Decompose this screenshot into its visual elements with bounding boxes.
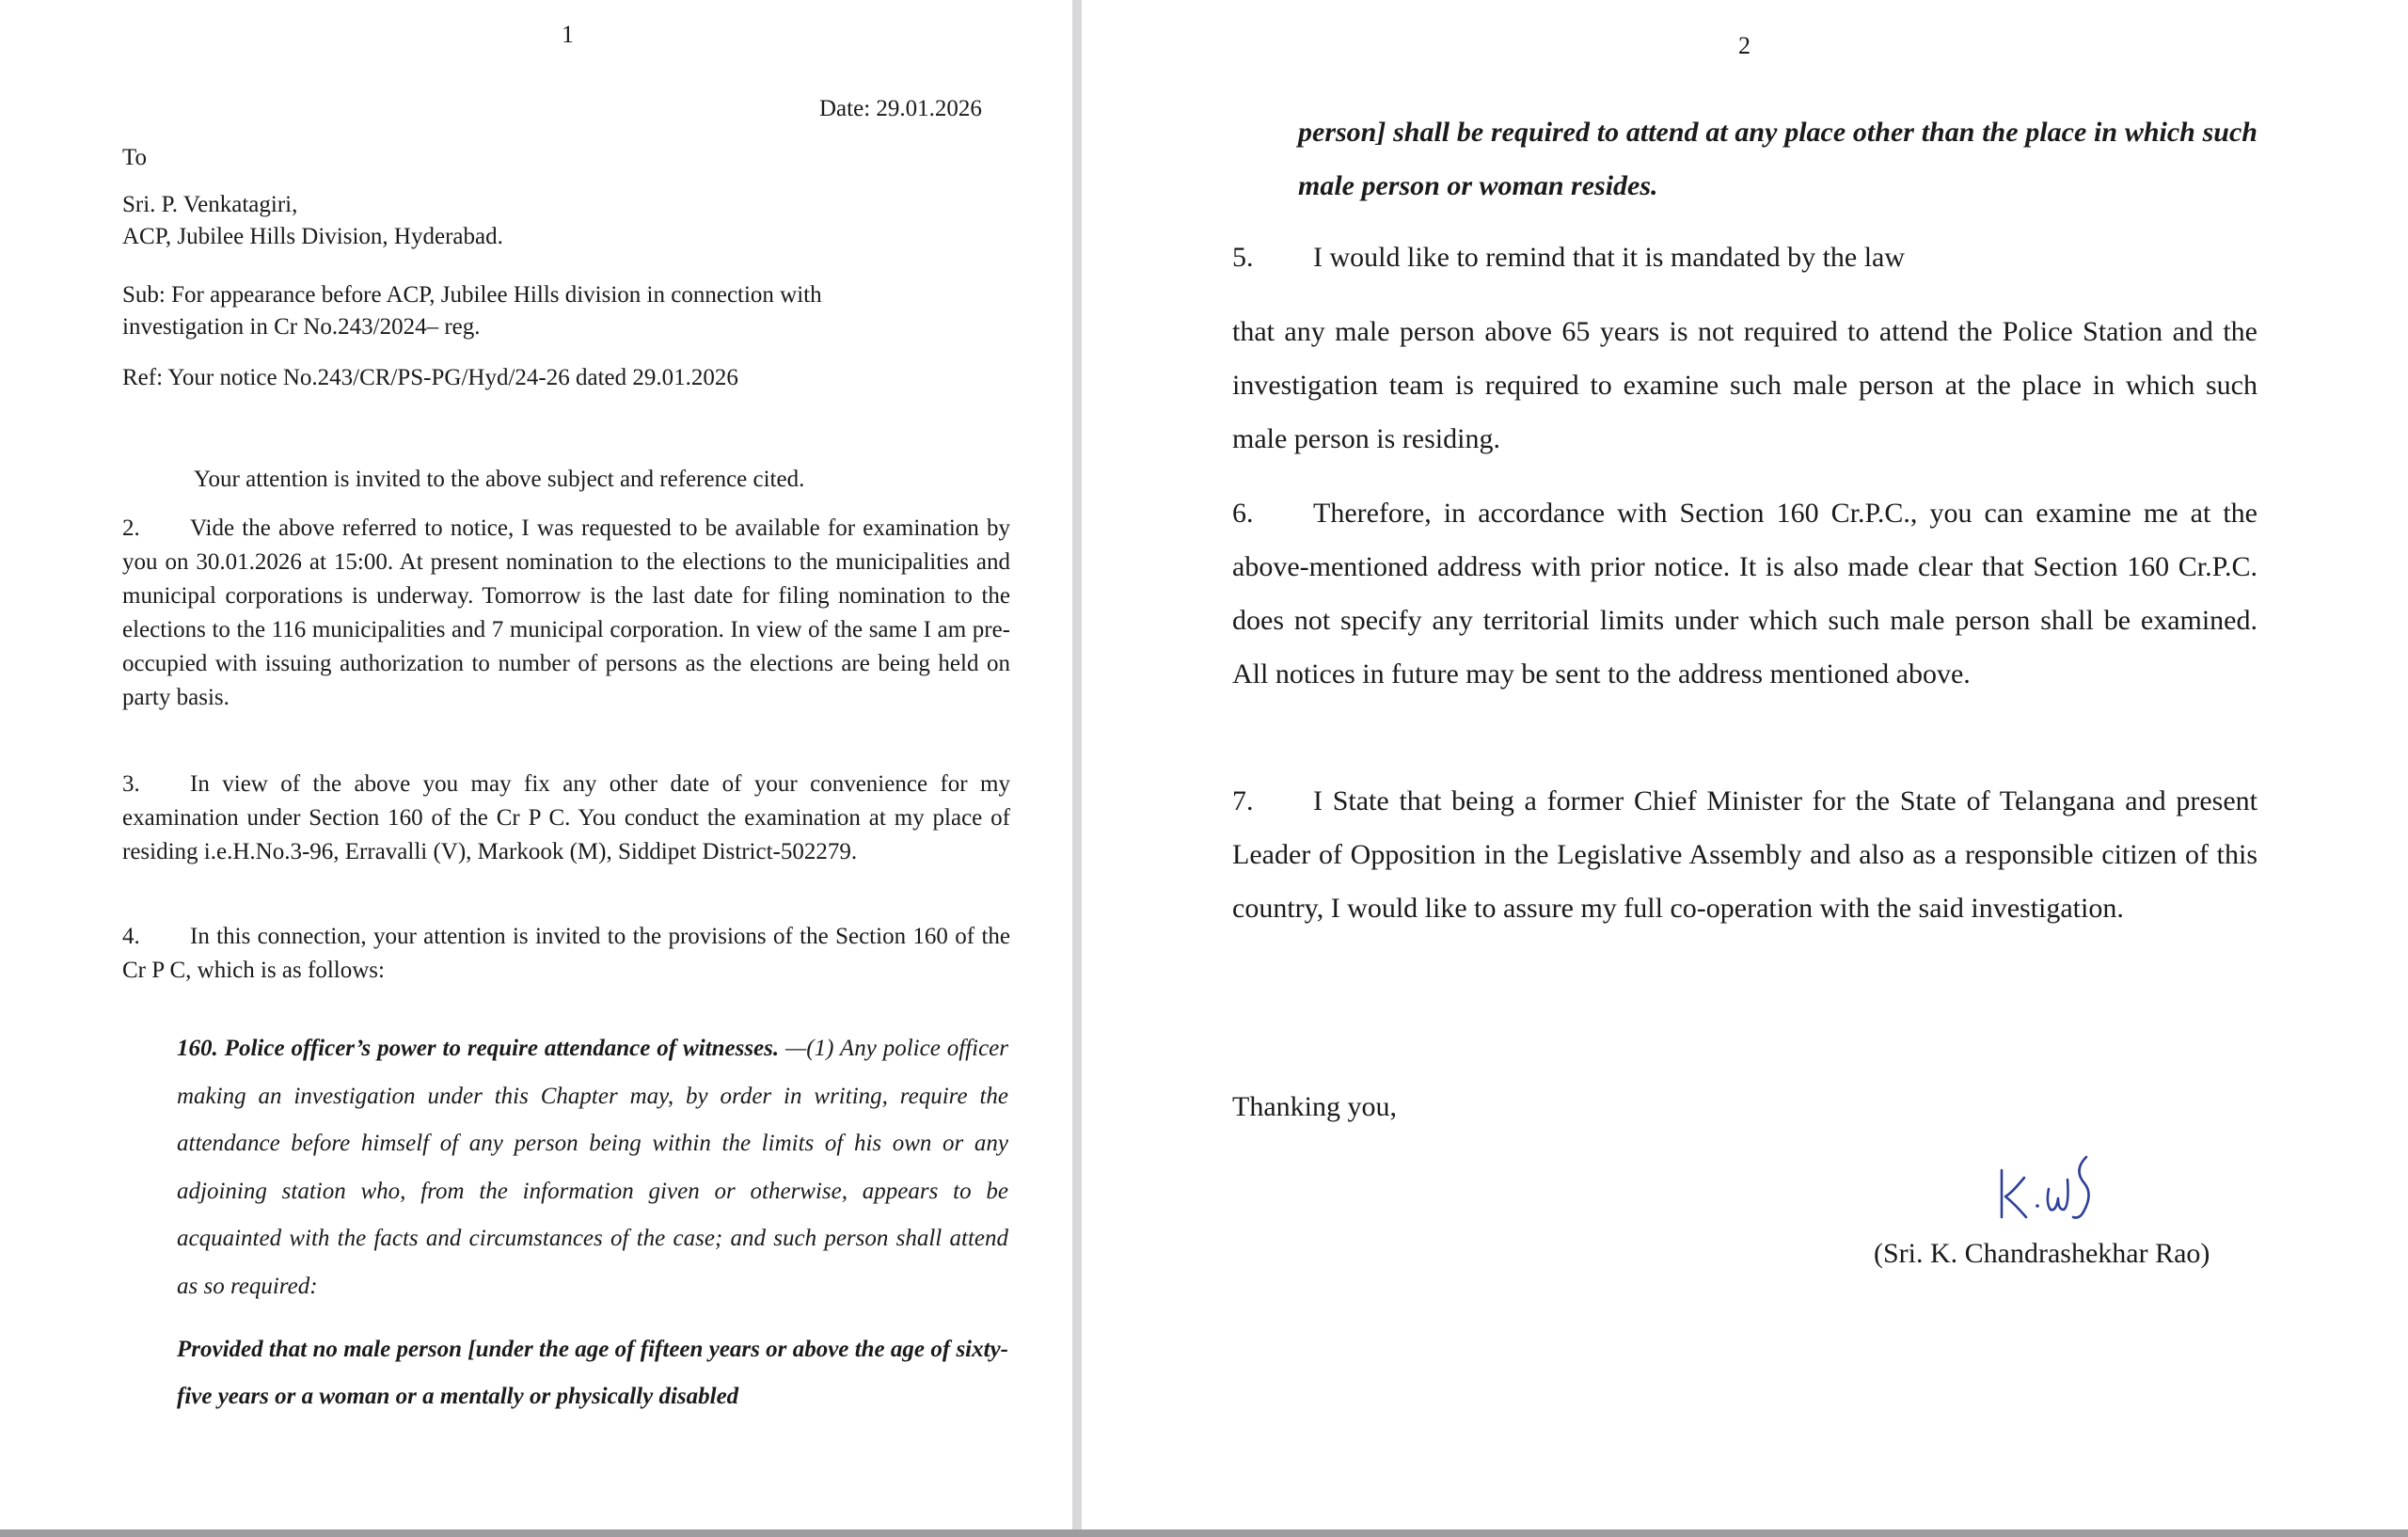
paragraph-3 — [122, 768, 1010, 869]
addressee-name: Sri. P. Venkatagiri, — [122, 192, 298, 217]
paragraph-number: 2. — [122, 515, 140, 541]
subject-line-2: investigation in Cr No.243/2024– reg. — [122, 314, 481, 340]
quote-body: —(1) Any police officer making an investigation under this Chapter may, by order in writing, require the attendance before himself of any person being within the limits of his own or any adjoining station who, from the information given or otherwise, appears to be acquainted with the facts and circumstances of the case; and such person shall attend as so required: — [177, 1036, 1008, 1299]
letter-date: Date: 29.01.2026 — [819, 96, 982, 121]
paragraph-6 — [1232, 486, 2258, 701]
paragraph-2 — [122, 512, 1010, 715]
page-2 — [1082, 0, 2408, 1531]
quote-heading: 160. Police officer’s power to require attendance of witnesses. — [177, 1036, 780, 1061]
paragraph-text: Vide the above referred to notice, I was requested to be available for examination by you on 30.01.2026 at 15:00. At present nomination to the elections to the municipalities and municipal corporations is underway. Tomorrow is the last date for filing nomination to the elections to the 116 municipalities and 7 municipal corporation. In view of the same I am pre-occupied with issuing authorization to number of persons as the elections are being held on party basis. — [122, 515, 1010, 710]
proviso-continued: person] shall be required to attend at any place other than the place in which such male person or woman resides. — [1298, 117, 2258, 201]
paragraph-number: 5. — [1232, 242, 1254, 273]
paragraph-number: 4. — [122, 924, 140, 949]
viewer-bottom-edge — [0, 1529, 2408, 1537]
signatory-name: (Sri. K. Chandrashekhar Rao) — [1874, 1238, 2210, 1269]
page-1 — [0, 0, 1072, 1531]
handwritten-signature — [1994, 1142, 2116, 1227]
paragraph-text: In view of the above you may fix any other date of your convenience for my examination under Section 160 of the Cr P C. You conduct the examination at my place of residing i.e.H.No.3-96, Erravalli (V), Markook (M), Siddipet District-502279. — [122, 771, 1010, 864]
paragraph-number: 7. — [1232, 785, 1254, 816]
closing-line: Thanking you, — [1232, 1091, 1397, 1122]
paragraph-number: 3. — [122, 771, 140, 797]
section-160-quote — [177, 1025, 1008, 1310]
page-number: 1 — [562, 21, 574, 48]
subject-line: Sub: For appearance before ACP, Jubilee Hills division in connection with — [122, 282, 822, 308]
addressee-office: ACP, Jubilee Hills Division, Hyderabad. — [122, 224, 503, 249]
paragraph-number: 6. — [1232, 498, 1254, 529]
paragraph-4 — [122, 920, 1010, 988]
paragraph-1: Your attention is invited to the above subject and reference cited. — [194, 467, 805, 492]
paragraph-text: In this connection, your attention is invited to the provisions of the Section 160 of the Cr P C, which is as follows: — [122, 924, 1010, 983]
salutation-to: To — [122, 145, 148, 170]
reference-line: Ref: Your notice No.243/CR/PS-PG/Hyd/24-26 dated 29.01.2026 — [122, 365, 738, 390]
proviso-text: Provided that no male person [under the age of fifteen years or above the age of sixty-five years or a woman or a mentally or physically disabled — [177, 1337, 1008, 1409]
paragraph-text: I State that being a former Chief Minister for the State of Telangana and present Leader of Opposition in the Legislative Assembly and also as a responsible citizen of this country, I would like to assure my full co-operation with the said investigation. — [1232, 785, 2258, 924]
page-number: 2 — [1738, 32, 1751, 59]
page-gutter — [1072, 0, 1082, 1537]
paragraph-text: I would like to remind that it is mandated by the law — [1313, 242, 1906, 273]
paragraph-text: Therefore, in accordance with Section 160 Cr.P.C., you can examine me at the above-mentioned address with prior notice. It is also made clear that Section 160 Cr.P.C. does not specify any territorial limits under which such male person shall be examined. All notices in future may be sent to the address mentioned above. — [1232, 498, 2258, 689]
paragraph-5: that any male person above 65 years is not required to attend the Police Station and the investigation team is required to examine such male person at the place in which such male person is residing. — [1232, 316, 2258, 454]
paragraph-7 — [1232, 774, 2258, 935]
paragraph-5-lead — [1232, 230, 2258, 284]
